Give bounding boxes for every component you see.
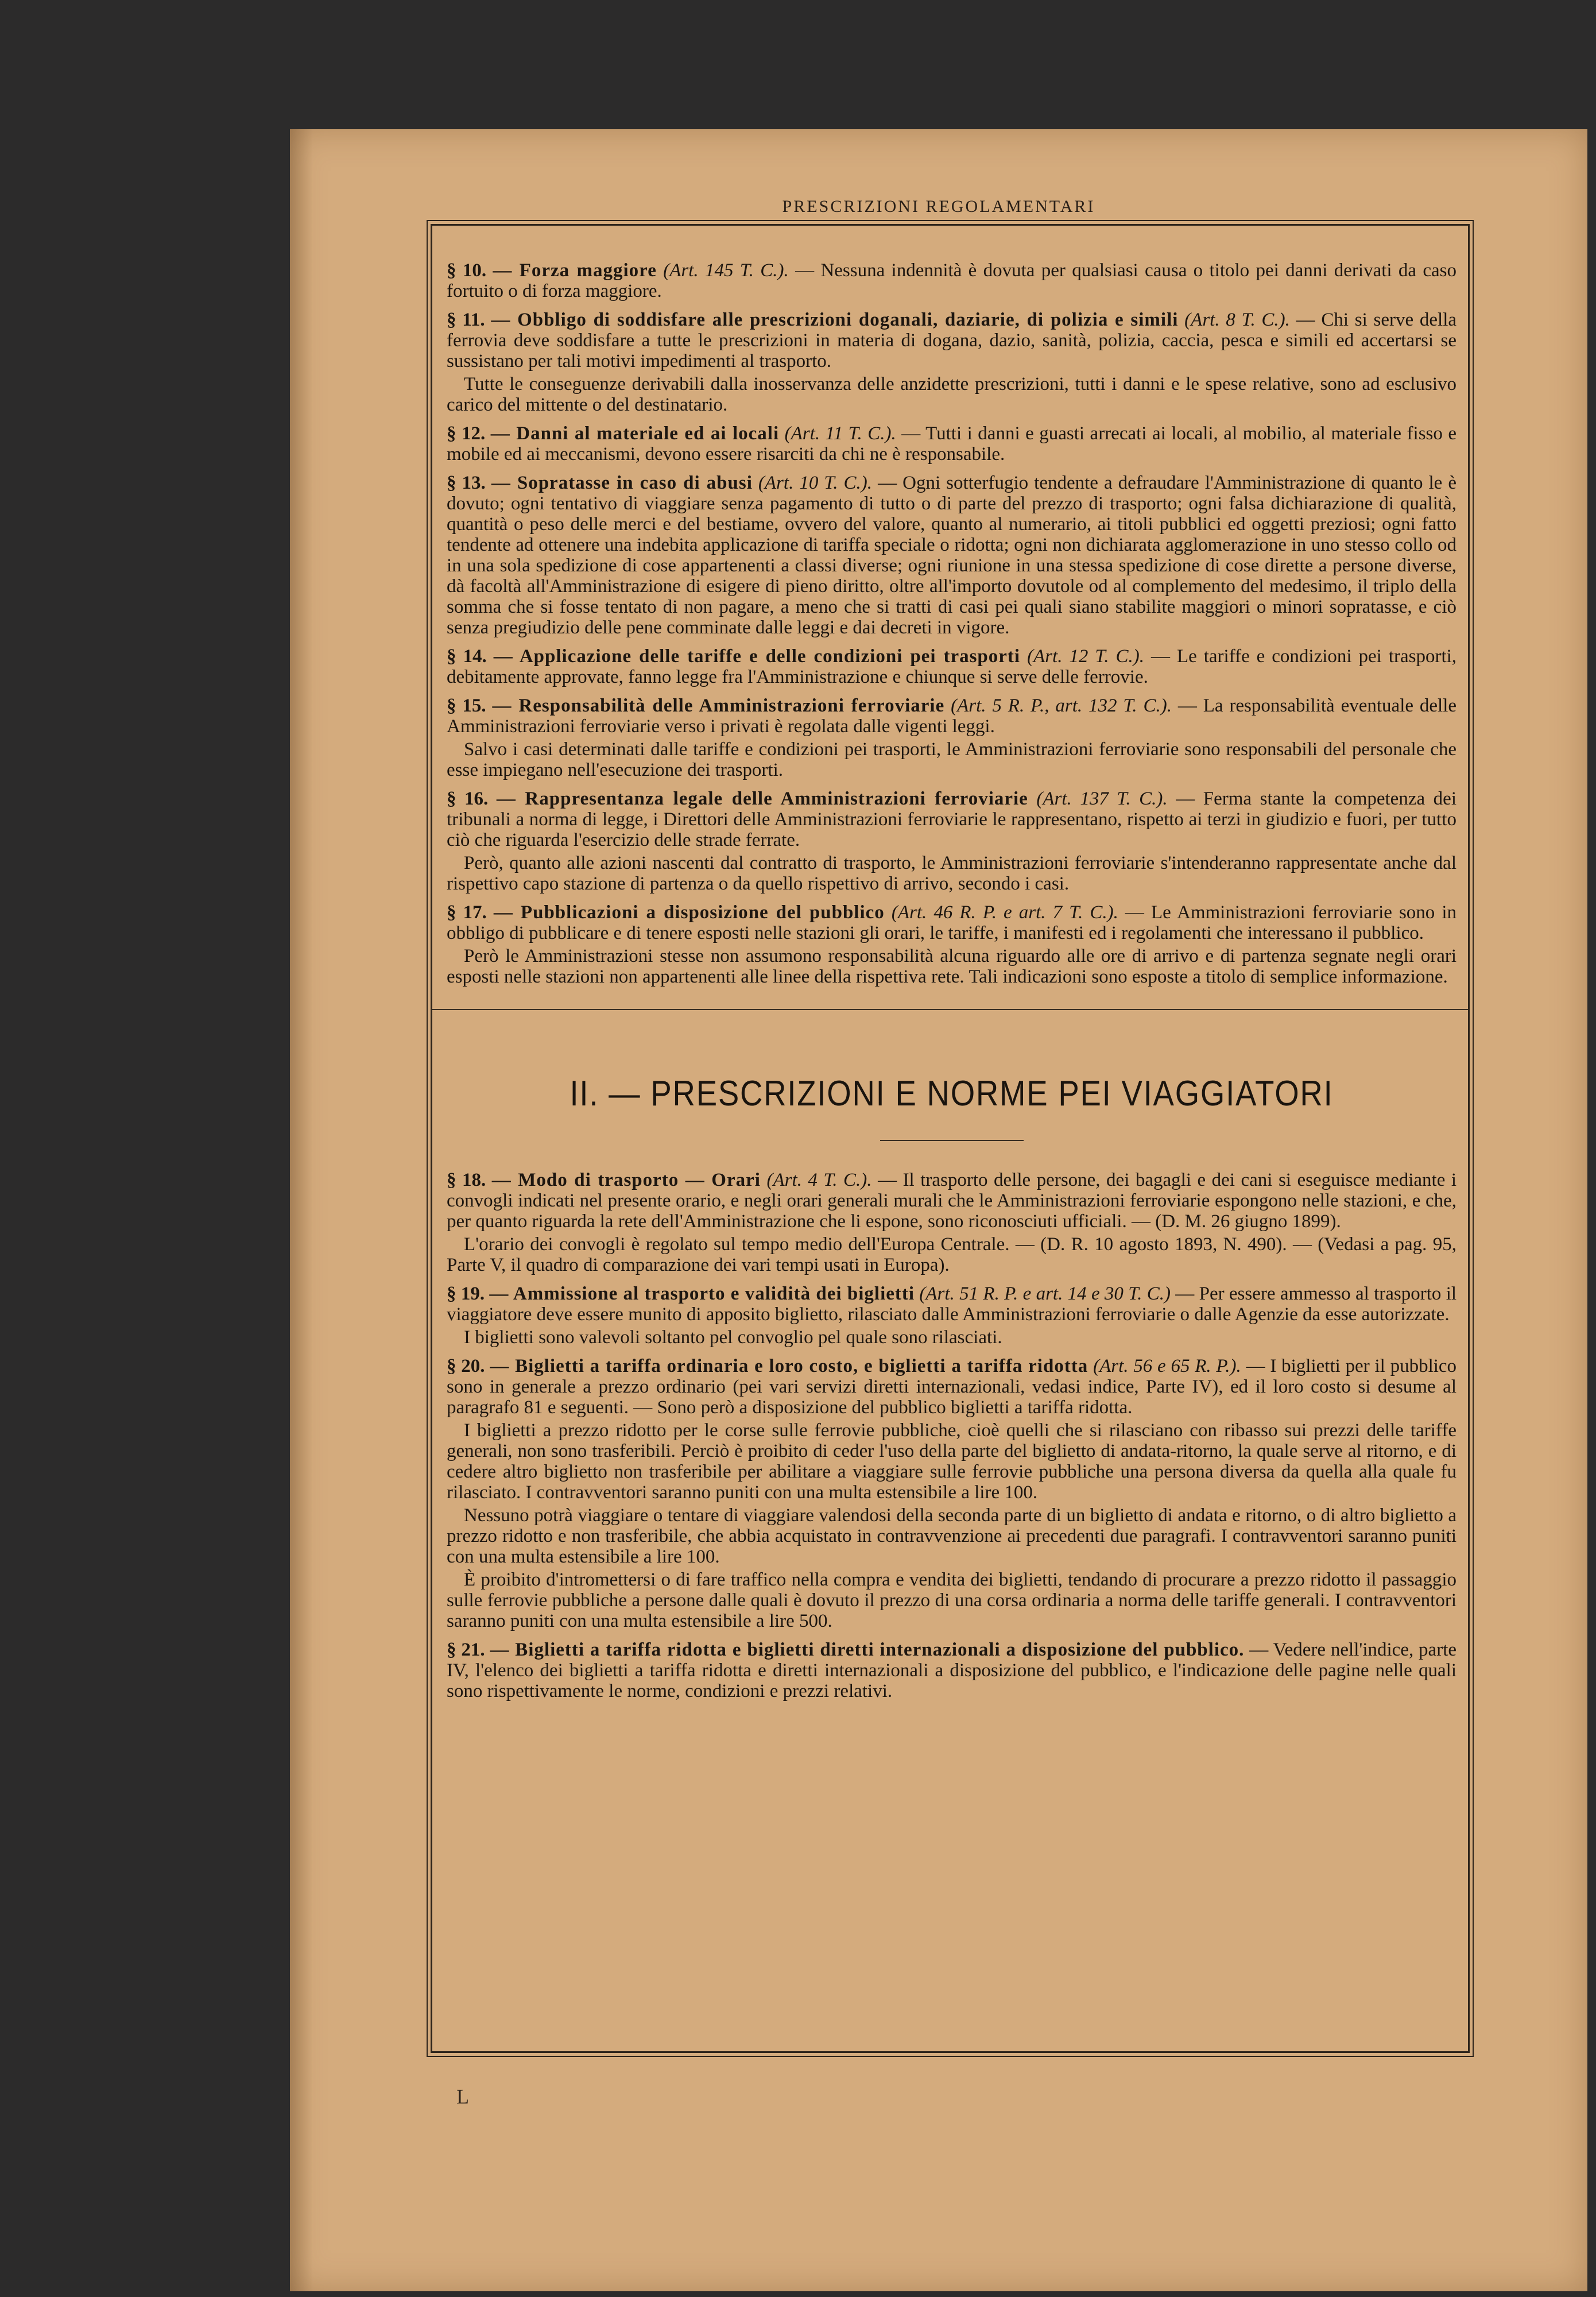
section-number: § 20. xyxy=(447,1356,485,1376)
section-text: — Vedere nell'indice, parte IV, l'elenco dei biglietti a tariffa ridotta e diretti internazionali a disposizione del pubblico, e l'indicazione delle pagine nelle quali sono rispettivamente le norme, condizioni e prezzi relativi. xyxy=(447,1639,1457,1702)
section-reference: (Art. 56 e 65 R. P.). xyxy=(1093,1356,1241,1376)
section-title: — Forza maggiore xyxy=(493,260,657,281)
continuation-paragraph: L'orario dei convogli è regolato sul tempo medio dell'Europa Centrale. — (D. R. 10 agosto 1893, N. 490). — (Vedasi a pag. 95, Parte V, il quadro di comparazione dei vari tempi usati in Europa). xyxy=(447,1234,1456,1275)
section-reference: (Art. 46 R. P. e art. 7 T. C.). xyxy=(891,902,1118,923)
section-text: — Le Amministrazioni ferroviarie sono in obbligo di pubblicare e di tenere esposti nelle stazioni gli orari, le tariffe, i manifesti ed i regolamenti che interessano il pubblico. xyxy=(447,902,1457,943)
section-number: § 19. xyxy=(447,1283,485,1304)
continuation-paragraph: I biglietti sono valevoli soltanto pel convoglio pel quale sono rilasciati. xyxy=(464,1327,1002,1348)
section-number: § 14. xyxy=(447,646,487,667)
section-title: — Ammissione al trasporto e validità dei biglietti xyxy=(489,1283,915,1304)
continuation-paragraph: Nessuno potrà viaggiare o tentare di viaggiare valendosi della seconda parte di un biglietto di andata e ritorno, o di altro biglietto a prezzo ridotto e non trasferibile, che abbia acquistato in contravvenzione ai precedenti due paragrafi. I contravventori saranno puniti con una multa estensibile a lire 100. xyxy=(447,1505,1456,1567)
sections-block-2 xyxy=(447,1170,1456,1702)
continuation-paragraph: Però, quanto alle azioni nascenti dal contratto di trasporto, le Amministrazioni ferroviarie s'intenderanno rappresentate anche dal rispettivo capo stazione di partenza o da quello rispettivo di arrivo, secondo i casi. xyxy=(447,853,1456,894)
section-title: — Danni al materiale ed ai locali xyxy=(490,423,780,444)
section-title: — Obbligo di soddisfare alle prescrizioni doganali, daziarie, di polizia e simili xyxy=(491,310,1179,330)
section-text: — Il trasporto delle persone, dei bagagli e dei cani si eseguisce mediante i convogli indicati nel presente orario, e negli orari generali murali che le Amministrazioni ferroviarie espongono nelle stazioni, e che, per quanto riguarda la rete dell'Amministrazione che li espone, sono riconosciuti ufficiali. — (D. M. 26 giugno 1899). xyxy=(447,1170,1457,1232)
section-reference: (Art. 12 T. C.). xyxy=(1027,646,1145,667)
text-frame xyxy=(431,224,1470,2053)
section-reference: (Art. 8 T. C.). xyxy=(1184,310,1290,330)
section-title: — Pubblicazioni a disposizione del pubblico xyxy=(493,902,885,923)
section-paragraph xyxy=(447,788,1456,850)
section-text: — Le tariffe e condizioni pei trasporti, debitamente approvate, fanno legge fra l'Amministrazione e chiunque si serve delle ferrovie. xyxy=(447,646,1457,687)
section-text: — Chi si serve della ferrovia deve soddisfare a tutte le prescrizioni in materia di dogana, dazio, sanità, polizia, caccia, pesca e simili ed accertarsi se sussistano per tali motivi impedimenti al trasporto. xyxy=(447,310,1457,372)
section-paragraph xyxy=(447,1283,1456,1325)
section-paragraph xyxy=(447,423,1456,465)
section-text: — I biglietti per il pubblico sono in generale a prezzo ordinario (pei vari servizi diretti internazionali, vedasi indice, Parte IV), ed il loro costo si desume al paragrafo 81 e seguenti. — Sono però a disposizione del pubblico biglietti a tariffa ridotta. xyxy=(447,1356,1457,1418)
continuation-paragraph: I biglietti a prezzo ridotto per le corse sulle ferrovie pubbliche, cioè quelli che si rilasciano con ribasso sui prezzi delle tariffe generali, non sono trasferibili. Perciò è proibito di ceder l'uso della parte del biglietto di andata-ritorno, la quale serve al ritorno, e di cedere altro biglietto non trasferibile per abilitare a viaggiare sulle ferrovie pubbliche una persona diversa da quella alla quale fu rilasciato. I contravventori saranno puniti con una multa estensibile a lire 100. xyxy=(447,1420,1456,1503)
sections-block-1 xyxy=(447,260,1456,987)
section-text: — Nessuna indennità è dovuta per qualsiasi causa o titolo pei danni derivati da caso fortuito o di forza maggiore. xyxy=(447,260,1457,301)
continuation-paragraph: Però le Amministrazioni stesse non assumono responsabilità alcuna riguardo alle ore di arrivo e di partenza segnate negli orari esposti nelle stazioni non appartenenti alle linee della rispettiva rete. Tali indicazioni sono esposte a titolo di semplice informazione. xyxy=(447,946,1456,987)
section-number: § 10. xyxy=(447,260,487,281)
section-number: § 21. xyxy=(447,1639,485,1660)
continuation-paragraph: È proibito d'intromettersi o di fare traffico nella compra e vendita dei biglietti, tendando di procurare a prezzo ridotto il passaggio sulle ferrovie pubbliche a persone dalle quali è dovuto il prezzo di una corsa ordinaria a norma delle tariffe generali. I contravventori saranno puniti con una multa estensibile a lire 500. xyxy=(447,1569,1456,1631)
section-title: — Responsabilità delle Amministrazioni ferroviarie xyxy=(492,695,945,716)
section-paragraph xyxy=(447,1639,1456,1702)
section-number: § 12. xyxy=(447,423,486,444)
short-rule xyxy=(880,1140,1024,1141)
continuation-paragraph: Salvo i casi determinati dalle tariffe e condizioni pei trasporti, le Amministrazioni ferroviarie sono responsabili del personale che esse impiegano nell'esecuzione dei trasporti. xyxy=(447,739,1456,780)
section-paragraph xyxy=(447,310,1456,372)
divider-rule xyxy=(432,1009,1468,1010)
section-paragraph xyxy=(447,473,1456,638)
section-reference: (Art. 5 R. P., art. 132 T. C.). xyxy=(951,695,1172,716)
running-head: PRESCRIZIONI REGOLAMENTARI xyxy=(782,197,1095,216)
section-text: — La responsabilità eventuale delle Amministrazioni ferroviarie verso i privati è regolata dalle vigenti leggi. xyxy=(447,695,1457,737)
section-title: — Biglietti a tariffa ordinaria e loro costo, e biglietti a tariffa ridotta xyxy=(490,1356,1088,1376)
section-number: § 17. xyxy=(447,902,487,923)
section-text: — Per essere ammesso al trasporto il viaggiatore deve essere munito di apposito biglietto, rilasciato dalle Amministrazioni ferroviarie o dalle Agenzie da esse autorizzate. xyxy=(447,1283,1457,1325)
section-title: — Rappresentanza legale delle Amministrazioni ferroviarie xyxy=(496,788,1028,809)
section-reference: (Art. 145 T. C.). xyxy=(663,260,789,281)
section-number: § 18. xyxy=(447,1170,486,1190)
section-title: — Sopratasse in caso di abusi xyxy=(491,473,753,493)
section-paragraph xyxy=(447,260,1456,301)
continuation-paragraph: Tutte le conseguenze derivabili dalla inosservanza delle anzidette prescrizioni, tutti i danni e le spese relative, sono ad esclusivo carico del mittente o del destinatario. xyxy=(447,374,1456,415)
section-title: — Applicazione delle tariffe e delle condizioni pei trasporti xyxy=(493,646,1021,667)
section-reference: (Art. 137 T. C.). xyxy=(1036,788,1168,809)
section-number: § 16. xyxy=(447,788,489,809)
section-text: — Ferma stante la competenza dei tribunali a norma di legge, i Direttori delle Amministrazioni ferroviarie le rappresentano, rispetto ai terzi in giudizio e fuori, per tutto ciò che riguarda l'esercizio delle strade ferrate. xyxy=(447,788,1456,850)
section-number: § 13. xyxy=(447,473,486,493)
section-number: § 15. xyxy=(447,695,486,716)
page-sheet xyxy=(290,129,1587,2291)
section-paragraph xyxy=(447,695,1456,737)
section-title: — Modo di trasporto — Orari xyxy=(491,1170,761,1190)
section-text: — Ogni sotterfugio tendente a defraudare l'Amministrazione di quanto le è dovuto; ogni tentativo di viaggiare senza pagamento di tutto o di parte del prezzo di trasporto; ogni falsa dichiarazione di qualità, quantità o peso delle merci e del bestiame, ovvero del valore, quanto al numerario, ai titoli pubblici ed oggetti preziosi; ogni fatto tendente ad ottenere una indebita applicazione di tariffa speciale o ridotta; ogni non dichiarata agglomerazione in uno stesso collo od in una sola spedizione di cose appartenenti a classi diverse; ogni riunione in una stessa spedizione di cose dirette a persone diverse, dà facoltà all'Amministrazione di esigere di pieno diritto, oltre all'importo dovutole od al complemento del medesimo, il triplo della somma che si fosse tentato di non pagare, a meno che si tratti di casi pei quali siano stabilite maggiori o minori sopratasse, e ciò senza pregiudizio delle pene comminate dalle leggi e dai decreti in vigore. xyxy=(447,473,1456,638)
section-paragraph xyxy=(447,902,1456,943)
section-number: § 11. xyxy=(447,310,485,330)
page-folio: L xyxy=(456,2085,469,2108)
section-paragraph xyxy=(447,646,1456,687)
section-reference: (Art. 11 T. C.). xyxy=(784,423,896,444)
section-reference: (Art. 4 T. C.). xyxy=(766,1170,872,1190)
section-paragraph xyxy=(447,1170,1456,1232)
part-heading: II. — PRESCRIZIONI E NORME PEI VIAGGIATORI xyxy=(570,1074,1334,1113)
section-text: — Tutti i danni e guasti arrecati ai locali, al mobilio, al materiale fisso e mobile ed ai meccanismi, devono essere risarciti da chi ne è responsabile. xyxy=(447,423,1457,465)
section-paragraph xyxy=(447,1356,1456,1418)
section-reference: (Art. 10 T. C.). xyxy=(758,473,873,493)
section-title: — Biglietti a tariffa ridotta e biglietti diretti internazionali a disposizione del pubblico. xyxy=(490,1639,1245,1660)
section-reference: (Art. 51 R. P. e art. 14 e 30 T. C.) xyxy=(919,1283,1171,1304)
